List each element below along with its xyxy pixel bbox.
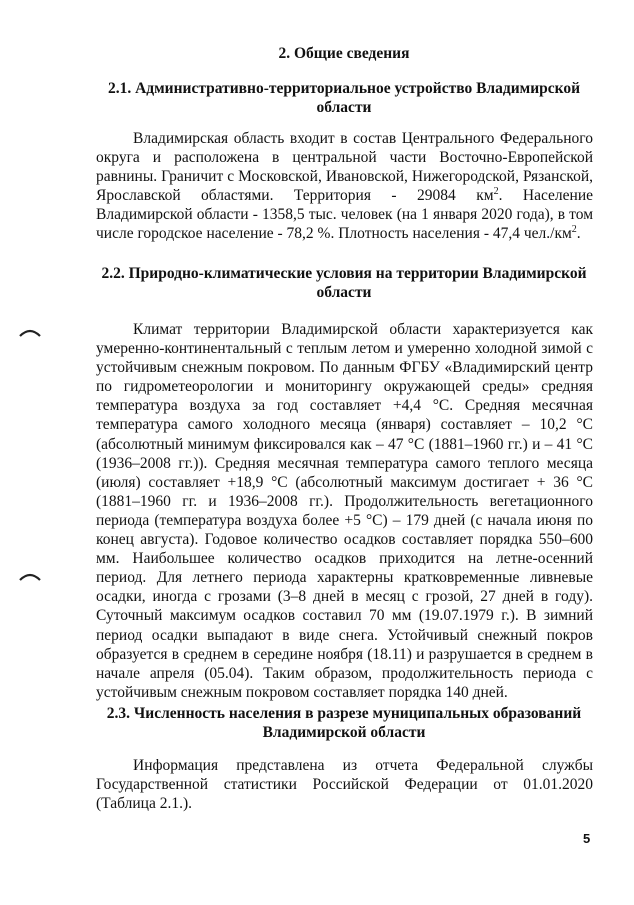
paragraph-2-1-text-end: .: [576, 225, 581, 243]
paragraph-2-2: Климат территории Владимирской области характеризуется как умеренно-континентальный с теплым летом и умеренно холодной зимой с устойчивым снежным покровом. По данным ФГБУ «Владимирский центр по гидрометеорологии и мониторингу окружающей среды» средняя температура воздуха за год составляет +4,4 °С. Средняя месячная температура самого холодного месяца (января) составляет – 10,2 °С (абсолютный минимум фиксировался как – 47 °С (1881–1960 гг.) и – 41 °С (1936–2008 гг.)). Средняя месячная температура самого теплого месяца (июля) составляет +18,9 °С (абсолютный максимум достигает + 36 °С (1881–1960 гг. и 1936–2008 гг.). Продолжительность вегетационного периода (температура воздуха более +5 °С) – 179 дней (с начала июня по конец августа). Годовое количество осадков составляет порядка 550–600 мм. Наибольшее количество осадков приходится на летне-осенний период. Для летнего периода характерны кратковременные ливневые осадки, иногда с грозами (3–8 дней в месяц с грозой, 27 дней в году). Суточный максимум осадков составил 70 мм (19.07.1979 г.). В зимний период осадки выпадают в виде снега. Устойчивый снежный покров образуется в среднем в середине ноября (18.11) и разрушается в среднем в начале апреля (05.04). Таким образом, продолжительность периода с устойчивым снежным покровом составляет порядка 140 дней.: [96, 321, 593, 701]
heading-2-3: 2.3. Численность населения в разрезе муниципальных образований Владимирской области: [106, 705, 582, 741]
paragraph-2-3: Информация представлена из отчета Федеральной службы Государственной статистики Российской Федерации от 01.01.2020 (Таблица 2.1.).: [96, 757, 593, 813]
paragraph-2-1: [96, 129, 593, 244]
superscript-km2-1: 2: [493, 186, 499, 198]
heading-2-1: 2.1. Административно-территориальное устройство Владимирской области: [107, 80, 581, 116]
heading-2-2: 2.2. Природно-климатические условия на территории Владимирской области: [101, 265, 587, 301]
superscript-km2-2: 2: [571, 224, 577, 236]
punch-hole-mark-icon: [18, 571, 42, 581]
punch-hole-mark-icon: [18, 327, 42, 337]
paragraph-2-1-text-mid: . Население Владимирской области - 1358,5 тыс. человек (на 1 января 2020 года), в том числе городское население - 78,2 %. Плотность населения - 47,4 чел./км: [96, 187, 593, 243]
paragraph-2-1-text-main: Владимирская область входит в состав Центрального Федерального округа и расположена в центральной части Восточно-Европейской равнины. Граничит с Московской, Ивановской, Нижегородской, Рязанской, Ярославской областями. Территория - 29084 км: [96, 130, 593, 205]
section-title: 2. Общие сведения: [278, 45, 410, 62]
page-number: 5: [583, 831, 591, 846]
